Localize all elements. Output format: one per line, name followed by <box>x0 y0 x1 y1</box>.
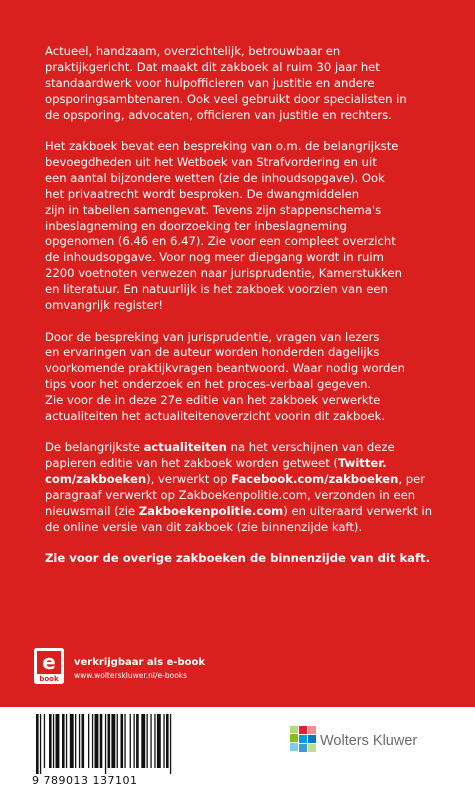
text-line: tips voor het onderzoek en het proces-verbaal gegeven. <box>45 377 371 392</box>
closing-note: Zie voor de overige zakboeken de binnenzijde van dit kaft. <box>45 551 430 566</box>
text-line: Het zakboek bevat een bespreking van o.m. de belangrijkste <box>45 139 399 154</box>
text-line: voorkomende praktijkvragen beantwoord. Waar nodig worden <box>45 361 405 376</box>
text-emphasis: actualiteiten <box>143 440 227 455</box>
ebook-badge <box>34 648 284 684</box>
wolters-kluwer-mark-icon <box>290 726 316 752</box>
text-line: bevoegdheden uit het Wetboek van Strafvordering en uit <box>45 154 377 169</box>
paragraph-intro <box>45 44 445 124</box>
text-line: de opsporing, advocaten, officieren van justitie en rechters. <box>45 107 392 122</box>
publisher-name: Wolters Kluwer <box>320 733 418 749</box>
text-fragment: De belangrijkste <box>45 440 144 455</box>
text-line: opgenomen (6.46 en 6.47). Zie voor een compleet overzicht <box>45 234 396 249</box>
barcode-bars-icon <box>30 714 216 774</box>
text-line: 2200 voetnoten verwezen naar jurisprudentie, Kamerstukken <box>45 266 402 281</box>
text-line: omvangrijk register! <box>45 298 164 313</box>
text-line: Zie voor de in deze 27e editie van het zakboek verwerkte <box>45 393 381 408</box>
text-line: actualiteiten het actualiteitenoverzicht voorin dit zakboek. <box>45 409 385 424</box>
text-line: Actueel, handzaam, overzichtelijk, betrouwbaar en <box>45 44 341 58</box>
text-line: een aantal bijzondere wetten (zie de inhoudsopgave). Ook <box>45 170 385 185</box>
paragraph-practice <box>45 330 445 425</box>
text-line: en ervaringen van de auteur worden honderden dagelijks <box>45 345 380 360</box>
text-line: paragraaf verwerkt op Zakboekenpolitie.com, verzonden in een <box>45 488 416 503</box>
text-fragment: ) en uiteraard verwerkt in <box>283 504 433 519</box>
ebook-url: www.wolterskluwer.nl/e-books <box>74 671 188 680</box>
text-fragment: ), verwerkt op <box>146 472 232 487</box>
twitter-link-cont: com/zakboeken <box>45 472 147 487</box>
text-line: Door de bespreking van jurisprudentie, vragen van lezers <box>45 329 380 344</box>
website-link: Zakboekenpolitie.com <box>138 504 284 519</box>
text-line: de inhoudsopgave. Voor nog meer diepgang wordt in ruim <box>45 250 384 265</box>
text-fragment: nieuwsmail (zie <box>45 504 139 519</box>
facebook-link: Facebook.com/zakboeken <box>231 472 399 487</box>
barcode-number: 9 789013 137101 <box>32 774 138 787</box>
text-fragment: na het verschijnen van deze <box>226 440 395 455</box>
text-line: praktijkgericht. Dat maakt dit zakboek al ruim 30 jaar het <box>45 59 380 74</box>
text-line: en literatuur. En natuurlijk is het zakboek voorzien van een <box>45 282 388 297</box>
publisher-logo <box>290 722 450 756</box>
twitter-link: Twitter. <box>337 456 387 471</box>
ebook-logo-word: book <box>39 675 59 683</box>
ebook-availability: verkrijgbaar als e-book <box>74 657 205 668</box>
text-fragment: papieren editie van het zakboek worden getweet ( <box>45 456 338 471</box>
text-line: het privaatrecht wordt besproken. De dwangmiddelen <box>45 186 360 201</box>
back-cover-text <box>45 44 445 567</box>
text-line: opsporingsambtenaren. Ook veel gebruikt door specialisten in <box>45 91 407 106</box>
paragraph-contents <box>45 139 445 314</box>
ebook-logo-letter: e <box>42 650 56 674</box>
text-line: zijn in tabellen samengevat. Tevens zijn stappenschema's <box>45 202 382 217</box>
text-line: inbeslagneming en doorzoeking ter inbeslagneming <box>45 218 347 233</box>
paragraph-news <box>45 440 445 535</box>
text-line: de online versie van dit zakboek (zie binnenzijde kaft). <box>45 519 363 534</box>
ebook-logo-icon <box>34 648 64 684</box>
text-line: standaardwerk voor hulpofficieren van justitie en andere <box>45 75 375 90</box>
text-fragment: , per <box>398 472 426 487</box>
